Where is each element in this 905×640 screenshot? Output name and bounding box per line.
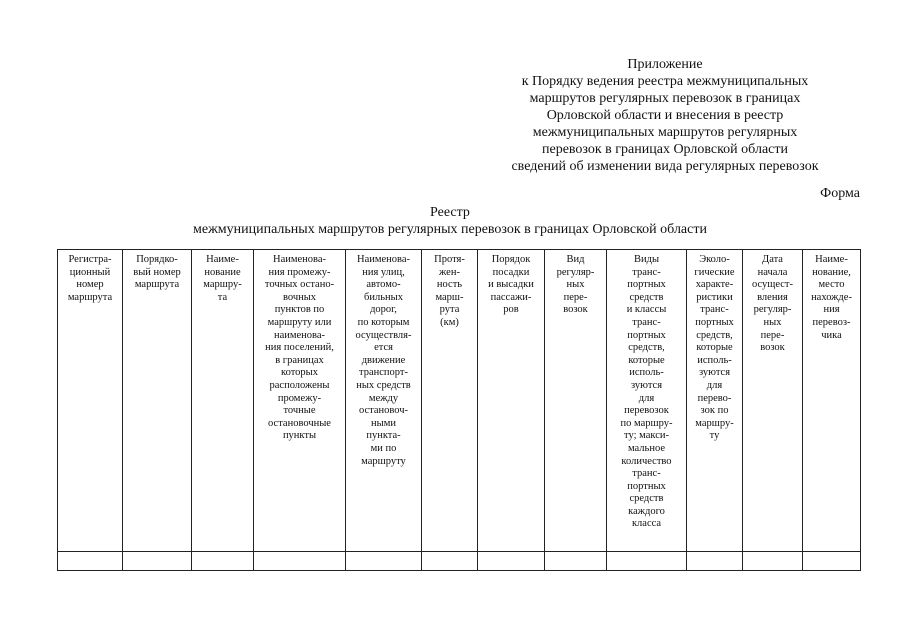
title-line-1: Реестр	[430, 205, 470, 220]
table-cell	[478, 552, 545, 571]
table-cell	[607, 552, 687, 571]
appendix-line: межмуниципальных маршрутов регулярных	[532, 125, 798, 140]
table-cell	[422, 552, 478, 571]
appendix-line: Орловской области и внесения в реестр	[546, 108, 784, 123]
table-cell	[743, 552, 803, 571]
header-cell-intermediate-stops: Наименова- ния промежу- точных остано- вочных пунктов по маршруту или наименова- ния поселений, в границах которых расположены промежу- точные остановочные пункты	[254, 250, 346, 552]
header-cell-registration-number: Регистра- ционный номер маршрута	[58, 250, 123, 552]
title-line-2: межмуниципальных маршрутов регулярных перевозок в границах Орловской области	[193, 222, 707, 237]
header-cell-carrier: Наиме- нование, место нахожде- ния перевоз- чика	[803, 250, 861, 552]
table-cell	[192, 552, 254, 571]
appendix-header	[470, 56, 860, 175]
header-cell-boarding-order: Порядок посадки и высадки пассажи- ров	[478, 250, 545, 552]
header-cell-vehicle-types: Виды транс- портных средств и классы транс- портных средств, которые исполь- зуются для перевозок по маршру- ту; макси- мальное количество транс- портных средств каждого класса	[607, 250, 687, 552]
appendix-line: Приложение	[627, 57, 703, 72]
header-cell-ecological-characteristics: Эколо- гические характе- ристики транс- портных средств, которые исполь- зуются для перево- зок по маршру- ту	[687, 250, 743, 552]
header-cell-start-date: Дата начала осущест- вления регуляр- ных пере- возок	[743, 250, 803, 552]
table-cell	[346, 552, 422, 571]
document-title	[180, 204, 720, 238]
appendix-line: к Порядку ведения реестра межмуниципальных	[521, 74, 809, 89]
table-cell	[123, 552, 192, 571]
form-label: Форма	[820, 186, 860, 201]
appendix-line: перевозок в границах Орловской области	[542, 142, 788, 157]
table-cell	[803, 552, 861, 571]
table-header-row	[58, 250, 861, 552]
appendix-line: маршрутов регулярных перевозок в границах	[529, 91, 801, 106]
table-cell	[687, 552, 743, 571]
registry-table	[57, 249, 861, 571]
table-row	[58, 552, 861, 571]
header-cell-transport-type: Вид регуляр- ных пере- возок	[545, 250, 607, 552]
table-cell	[58, 552, 123, 571]
table-cell	[254, 552, 346, 571]
appendix-line: сведений об изменении вида регулярных перевозок	[511, 159, 819, 174]
header-cell-serial-number: Порядко- вый номер маршрута	[123, 250, 192, 552]
header-cell-streets-roads: Наименова- ния улиц, автомо- бильных дорог, по которым осуществля- ется движение транспорт- ных средств между остановоч- ными пункта- ми по маршруту	[346, 250, 422, 552]
header-cell-route-name: Наиме- нование маршру- та	[192, 250, 254, 552]
header-cell-route-length: Протя- жен- ность марш- рута (км)	[422, 250, 478, 552]
table-cell	[545, 552, 607, 571]
